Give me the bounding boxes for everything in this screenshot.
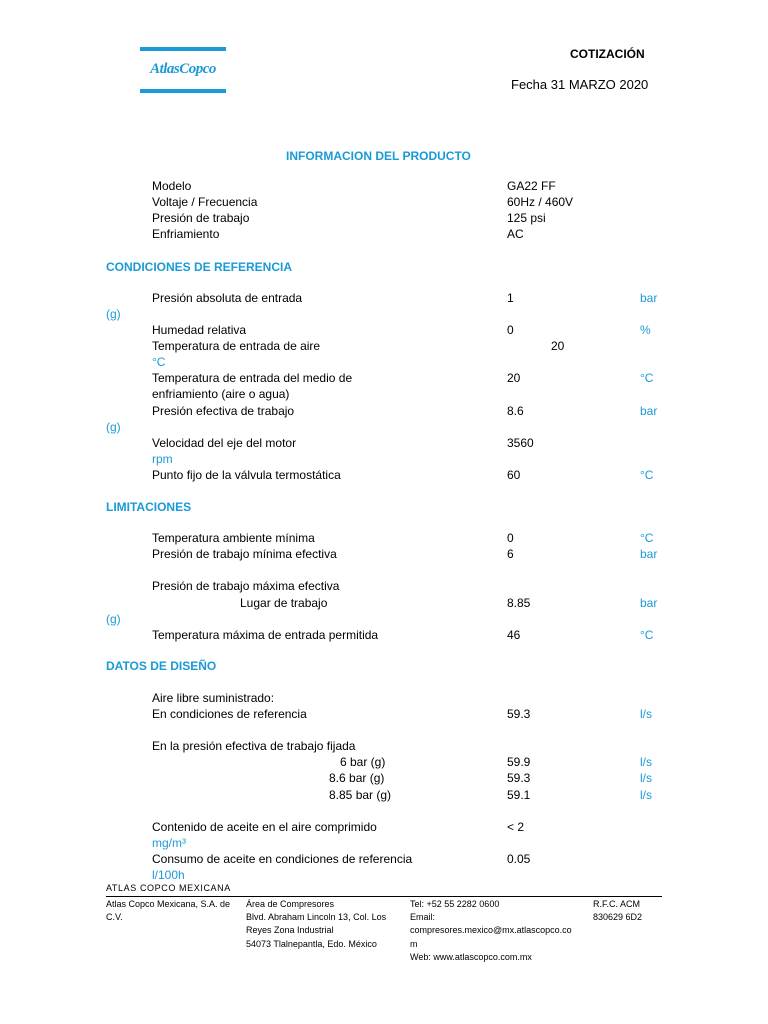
ref-unit-suffix: (g): [106, 307, 121, 321]
design-value: < 2: [507, 820, 525, 834]
pressure-row-value: 59.9: [507, 755, 531, 769]
footer-divider: [106, 896, 662, 897]
document-date: Fecha 31 MARZO 2020: [511, 77, 649, 92]
product-value: 60Hz / 460V: [507, 195, 574, 209]
ref-label: Temperatura de entrada del medio de: [152, 371, 353, 385]
limit-value: 8.85: [507, 596, 531, 610]
ref-label: Punto fijo de la válvula termostática: [152, 468, 341, 482]
design-unit: mg/m³: [152, 836, 186, 850]
design-label: Aire libre suministrado:: [152, 691, 275, 705]
footer-address: Blvd. Abraham Lincoln 13, Col. Los: [246, 912, 387, 922]
ref-label: Humedad relativa: [152, 323, 247, 337]
ref-unit: rpm: [152, 452, 173, 466]
pressure-row-value: 59.1: [507, 788, 531, 802]
design-label: En condiciones de referencia: [152, 707, 307, 721]
ref-label-cont: enfriamiento (aire o agua): [152, 387, 290, 401]
section-title-reference: CONDICIONES DE REFERENCIA: [106, 260, 293, 274]
product-label: Presión de trabajo: [152, 211, 250, 225]
ref-label: Temperatura de entrada de aire: [152, 339, 321, 353]
footer-email[interactable]: compresores.mexico@mx.atlascopco.co: [410, 925, 572, 935]
limit-value: 6: [507, 547, 514, 561]
product-value: 125 psi: [507, 211, 546, 225]
section-title-limits: LIMITACIONES: [106, 500, 192, 514]
ref-unit: °C: [640, 371, 654, 385]
pressure-row-unit: l/s: [640, 755, 652, 769]
ref-value: 60: [507, 468, 521, 482]
product-label: Modelo: [152, 179, 192, 193]
section-title-product: INFORMACION DEL PRODUCTO: [286, 149, 471, 163]
footer-rfc-cont: 830629 6D2: [593, 912, 643, 922]
design-unit: l/100h: [152, 868, 185, 882]
logo-bottom-bar: [140, 89, 226, 93]
limit-unit: bar: [640, 547, 658, 561]
footer-website[interactable]: Web: www.atlascopco.com.mx: [410, 952, 532, 962]
product-value: AC: [507, 227, 524, 241]
limit-value: 0: [507, 531, 514, 545]
design-label: En la presión efectiva de trabajo fijada: [152, 739, 356, 753]
limit-label-cont: Lugar de trabajo: [240, 596, 328, 610]
footer-email-label: Email:: [410, 912, 436, 922]
limit-label: Presión de trabajo máxima efectiva: [152, 579, 340, 593]
ref-unit: bar: [640, 291, 658, 305]
ref-unit: bar: [640, 404, 658, 418]
product-value: GA22 FF: [507, 179, 556, 193]
limit-unit-suffix: (g): [106, 612, 121, 626]
product-label: Enfriamiento: [152, 227, 220, 241]
limit-value: 46: [507, 628, 521, 642]
ref-label: Presión absoluta de entrada: [152, 291, 303, 305]
limit-unit: bar: [640, 596, 658, 610]
document-title: COTIZACIÓN: [570, 47, 645, 61]
ref-value: 0: [507, 323, 514, 337]
pressure-row-unit: l/s: [640, 771, 652, 785]
logo-text: AtlasCopco: [150, 61, 216, 77]
footer-address: Reyes Zona Industrial: [246, 925, 334, 935]
product-label: Voltaje / Frecuencia: [152, 195, 258, 209]
footer-legal-name: Atlas Copco Mexicana, S.A. de: [106, 899, 231, 909]
footer-email-cont[interactable]: m: [410, 939, 418, 949]
footer-address: 54073 Tlalnepantla, Edo. México: [246, 939, 377, 949]
ref-label: Presión efectiva de trabajo: [152, 404, 295, 418]
pressure-row-label: 8.85 bar (g): [329, 788, 392, 802]
limit-unit: °C: [640, 531, 654, 545]
ref-unit-suffix: (g): [106, 420, 121, 434]
ref-label: Velocidad del eje del motor: [152, 436, 297, 450]
limit-label: Temperatura máxima de entrada permitida: [152, 628, 379, 642]
logo-top-bar: [140, 47, 226, 51]
ref-unit: °C: [640, 468, 654, 482]
design-value: 0.05: [507, 852, 531, 866]
design-label: Contenido de aceite en el aire comprimido: [152, 820, 377, 834]
footer-phone: Tel: +52 55 2282 0600: [410, 899, 500, 909]
ref-value: 3560: [507, 436, 534, 450]
ref-value: 20: [551, 339, 565, 353]
pressure-row-value: 59.3: [507, 771, 531, 785]
footer-legal-name-cont: C.V.: [106, 912, 123, 922]
design-label: Consumo de aceite en condiciones de referencia: [152, 852, 413, 866]
atlas-copco-logo: [140, 47, 226, 93]
footer-rfc: R.F.C. ACM: [593, 899, 641, 909]
pressure-row-unit: l/s: [640, 788, 652, 802]
footer-department: Área de Compresores: [246, 899, 335, 909]
ref-value: 20: [507, 371, 521, 385]
limit-unit: °C: [640, 628, 654, 642]
design-unit: l/s: [640, 707, 652, 721]
section-title-design: DATOS DE DISEÑO: [106, 659, 217, 673]
ref-value: 1: [507, 291, 514, 305]
limit-label: Temperatura ambiente mínima: [152, 531, 315, 545]
pressure-row-label: 8.6 bar (g): [329, 771, 385, 785]
footer-company: ATLAS COPCO MEXICANA: [106, 883, 231, 893]
ref-value: 8.6: [507, 404, 524, 418]
limit-label: Presión de trabajo mínima efectiva: [152, 547, 337, 561]
pressure-row-label: 6 bar (g): [340, 755, 386, 769]
ref-unit: °C: [152, 355, 166, 369]
ref-unit: %: [640, 323, 651, 337]
design-value: 59.3: [507, 707, 531, 721]
